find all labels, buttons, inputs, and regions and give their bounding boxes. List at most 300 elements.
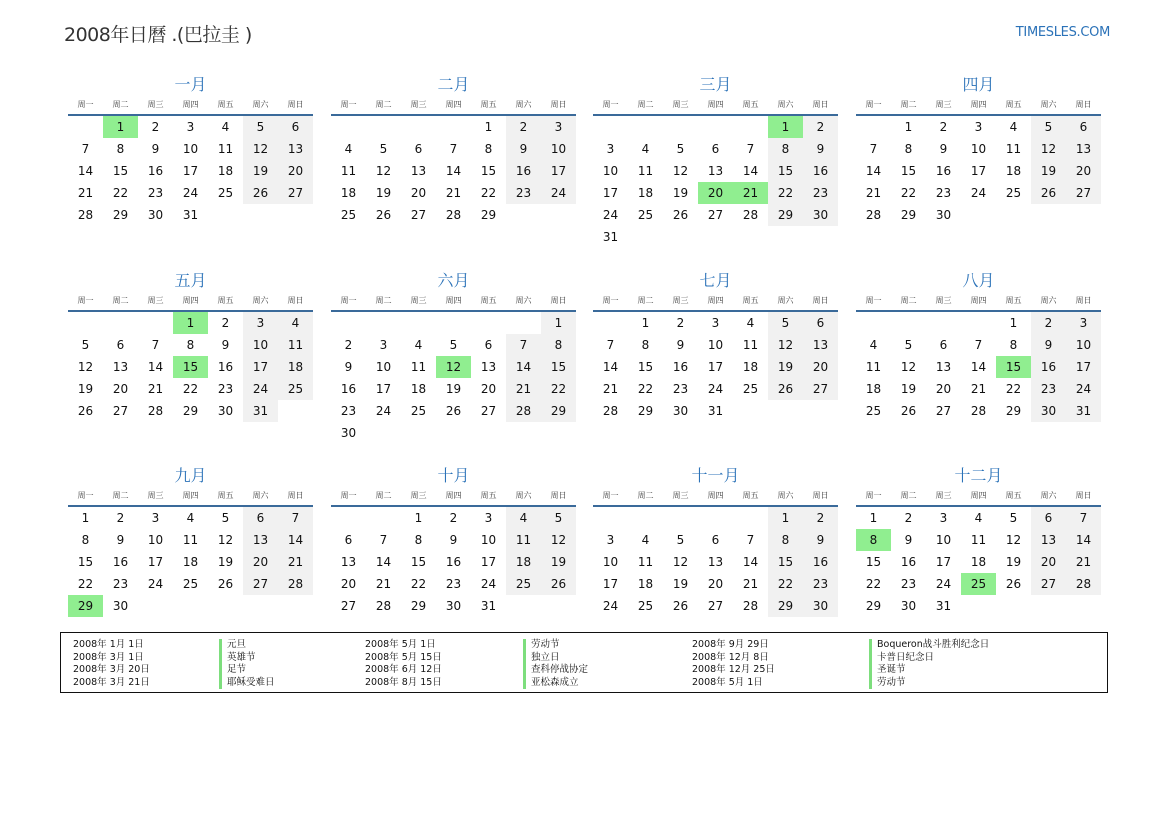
day-cell[interactable]: 22 [1005,382,1022,396]
day-cell[interactable]: 19 [77,382,94,396]
day-cell[interactable]: 3 [711,316,720,330]
day-cell[interactable]: 15 [900,164,917,178]
day-cell[interactable]: 10 [243,334,278,356]
day-cell[interactable]: 28 [1066,573,1101,595]
day-cell[interactable]: 2 [1031,312,1066,334]
day-cell[interactable]: 14 [865,164,882,178]
day-cell[interactable]: 19 [541,551,576,573]
day-cell[interactable]: 17 [970,164,987,178]
holiday-day-cell[interactable]: 25 [961,573,996,595]
day-cell[interactable]: 6 [484,338,493,352]
day-cell[interactable]: 25 [506,573,541,595]
day-cell[interactable]: 21 [77,186,94,200]
day-cell[interactable]: 23 [672,382,689,396]
day-cell[interactable]: 22 [900,186,917,200]
day-cell[interactable]: 10 [707,338,724,352]
day-cell[interactable]: 11 [742,338,759,352]
day-cell[interactable]: 11 [182,533,199,547]
day-cell[interactable]: 9 [676,338,685,352]
day-cell[interactable]: 17 [935,555,952,569]
day-cell[interactable]: 5 [676,142,685,156]
day-cell[interactable]: 4 [746,316,755,330]
day-cell[interactable]: 23 [340,404,357,418]
day-cell[interactable]: 18 [637,577,654,591]
day-cell[interactable]: 7 [746,533,755,547]
day-cell[interactable]: 26 [217,577,234,591]
day-cell[interactable]: 8 [768,138,803,160]
day-cell[interactable]: 18 [742,360,759,374]
day-cell[interactable]: 10 [147,533,164,547]
day-cell[interactable]: 23 [147,186,164,200]
day-cell[interactable]: 8 [81,533,90,547]
day-cell[interactable]: 29 [112,208,129,222]
day-cell[interactable]: 20 [480,382,497,396]
day-cell[interactable]: 3 [243,312,278,334]
day-cell[interactable]: 6 [711,533,720,547]
day-cell[interactable]: 23 [803,573,838,595]
day-cell[interactable]: 6 [1066,116,1101,138]
day-cell[interactable]: 18 [278,356,313,378]
day-cell[interactable]: 9 [1031,334,1066,356]
day-cell[interactable]: 31 [935,599,952,613]
day-cell[interactable]: 24 [243,378,278,400]
day-cell[interactable]: 5 [1009,511,1018,525]
day-cell[interactable]: 29 [768,204,803,226]
day-cell[interactable]: 13 [410,164,427,178]
day-cell[interactable]: 23 [900,577,917,591]
day-cell[interactable]: 11 [637,555,654,569]
day-cell[interactable]: 3 [939,511,948,525]
day-cell[interactable]: 30 [445,599,462,613]
day-cell[interactable]: 29 [410,599,427,613]
day-cell[interactable]: 3 [151,511,160,525]
day-cell[interactable]: 5 [676,533,685,547]
day-cell[interactable]: 7 [869,142,878,156]
day-cell[interactable]: 20 [707,577,724,591]
day-cell[interactable]: 30 [803,595,838,617]
day-cell[interactable]: 16 [1031,356,1066,378]
day-cell[interactable]: 21 [147,382,164,396]
day-cell[interactable]: 20 [340,577,357,591]
day-cell[interactable]: 19 [243,160,278,182]
day-cell[interactable]: 5 [904,338,913,352]
day-cell[interactable]: 2 [904,511,913,525]
day-cell[interactable]: 23 [935,186,952,200]
day-cell[interactable]: 27 [803,378,838,400]
day-cell[interactable]: 21 [865,186,882,200]
day-cell[interactable]: 18 [506,551,541,573]
day-cell[interactable]: 22 [182,382,199,396]
day-cell[interactable]: 7 [746,142,755,156]
day-cell[interactable]: 18 [340,186,357,200]
day-cell[interactable]: 28 [445,208,462,222]
day-cell[interactable]: 27 [480,404,497,418]
day-cell[interactable]: 28 [742,599,759,613]
day-cell[interactable]: 21 [375,577,392,591]
day-cell[interactable]: 25 [278,378,313,400]
day-cell[interactable]: 5 [243,116,278,138]
day-cell[interactable]: 3 [186,120,195,134]
day-cell[interactable]: 20 [112,382,129,396]
day-cell[interactable]: 12 [217,533,234,547]
day-cell[interactable]: 11 [970,533,987,547]
day-cell[interactable]: 2 [221,316,230,330]
day-cell[interactable]: 4 [221,120,230,134]
day-cell[interactable]: 1 [641,316,650,330]
day-cell[interactable]: 3 [379,338,388,352]
day-cell[interactable]: 9 [939,142,948,156]
day-cell[interactable]: 1 [904,120,913,134]
day-cell[interactable]: 17 [541,160,576,182]
day-cell[interactable]: 12 [1005,533,1022,547]
holiday-day-cell[interactable]: 12 [436,356,471,378]
holiday-day-cell[interactable]: 15 [996,356,1031,378]
day-cell[interactable]: 8 [116,142,125,156]
day-cell[interactable]: 22 [410,577,427,591]
day-cell[interactable]: 2 [151,120,160,134]
day-cell[interactable]: 22 [112,186,129,200]
day-cell[interactable]: 14 [970,360,987,374]
day-cell[interactable]: 29 [541,400,576,422]
day-cell[interactable]: 19 [900,382,917,396]
day-cell[interactable]: 16 [217,360,234,374]
day-cell[interactable]: 20 [1031,551,1066,573]
day-cell[interactable]: 30 [147,208,164,222]
day-cell[interactable]: 12 [1031,138,1066,160]
day-cell[interactable]: 19 [672,577,689,591]
day-cell[interactable]: 11 [278,334,313,356]
day-cell[interactable]: 14 [147,360,164,374]
day-cell[interactable]: 31 [182,208,199,222]
day-cell[interactable]: 18 [217,164,234,178]
day-cell[interactable]: 7 [81,142,90,156]
day-cell[interactable]: 8 [768,529,803,551]
day-cell[interactable]: 17 [602,186,619,200]
day-cell[interactable]: 25 [340,208,357,222]
day-cell[interactable]: 17 [707,360,724,374]
day-cell[interactable]: 16 [445,555,462,569]
day-cell[interactable]: 20 [243,551,278,573]
day-cell[interactable]: 21 [602,382,619,396]
day-cell[interactable]: 26 [375,208,392,222]
day-cell[interactable]: 27 [1031,573,1066,595]
day-cell[interactable]: 14 [602,360,619,374]
day-cell[interactable]: 5 [1031,116,1066,138]
day-cell[interactable]: 16 [147,164,164,178]
day-cell[interactable]: 30 [112,599,129,613]
day-cell[interactable]: 25 [637,208,654,222]
day-cell[interactable]: 19 [768,356,803,378]
day-cell[interactable]: 27 [278,182,313,204]
day-cell[interactable]: 1 [541,312,576,334]
day-cell[interactable]: 5 [221,511,230,525]
day-cell[interactable]: 16 [506,160,541,182]
day-cell[interactable]: 10 [935,533,952,547]
holiday-day-cell[interactable]: 1 [103,116,138,138]
day-cell[interactable]: 23 [803,182,838,204]
day-cell[interactable]: 23 [506,182,541,204]
day-cell[interactable]: 9 [506,138,541,160]
day-cell[interactable]: 12 [243,138,278,160]
day-cell[interactable]: 5 [449,338,458,352]
day-cell[interactable]: 3 [606,142,615,156]
day-cell[interactable]: 27 [935,404,952,418]
day-cell[interactable]: 13 [1066,138,1101,160]
day-cell[interactable]: 26 [541,573,576,595]
day-cell[interactable]: 2 [803,507,838,529]
day-cell[interactable]: 21 [1066,551,1101,573]
day-cell[interactable]: 13 [480,360,497,374]
day-cell[interactable]: 8 [414,533,423,547]
day-cell[interactable]: 14 [742,555,759,569]
day-cell[interactable]: 4 [1009,120,1018,134]
day-cell[interactable]: 9 [344,360,353,374]
day-cell[interactable]: 15 [768,551,803,573]
day-cell[interactable]: 10 [1066,334,1101,356]
day-cell[interactable]: 5 [379,142,388,156]
day-cell[interactable]: 22 [480,186,497,200]
day-cell[interactable]: 6 [344,533,353,547]
day-cell[interactable]: 11 [217,142,234,156]
day-cell[interactable]: 15 [112,164,129,178]
day-cell[interactable]: 4 [641,533,650,547]
day-cell[interactable]: 15 [541,356,576,378]
day-cell[interactable]: 4 [344,142,353,156]
day-cell[interactable]: 7 [449,142,458,156]
day-cell[interactable]: 30 [1031,400,1066,422]
day-cell[interactable]: 24 [375,404,392,418]
day-cell[interactable]: 24 [935,577,952,591]
day-cell[interactable]: 17 [480,555,497,569]
day-cell[interactable]: 14 [278,529,313,551]
day-cell[interactable]: 7 [278,507,313,529]
day-cell[interactable]: 26 [77,404,94,418]
day-cell[interactable]: 20 [935,382,952,396]
day-cell[interactable]: 3 [974,120,983,134]
day-cell[interactable]: 8 [904,142,913,156]
day-cell[interactable]: 28 [602,404,619,418]
day-cell[interactable]: 10 [480,533,497,547]
day-cell[interactable]: 15 [77,555,94,569]
day-cell[interactable]: 30 [340,426,357,440]
day-cell[interactable]: 29 [865,599,882,613]
day-cell[interactable]: 15 [865,555,882,569]
day-cell[interactable]: 27 [707,599,724,613]
day-cell[interactable]: 24 [1066,378,1101,400]
day-cell[interactable]: 6 [803,312,838,334]
day-cell[interactable]: 30 [900,599,917,613]
day-cell[interactable]: 12 [768,334,803,356]
day-cell[interactable]: 19 [375,186,392,200]
day-cell[interactable]: 21 [506,378,541,400]
day-cell[interactable]: 27 [112,404,129,418]
day-cell[interactable]: 24 [480,577,497,591]
day-cell[interactable]: 16 [803,551,838,573]
day-cell[interactable]: 18 [410,382,427,396]
day-cell[interactable]: 28 [742,208,759,222]
day-cell[interactable]: 13 [803,334,838,356]
day-cell[interactable]: 10 [182,142,199,156]
day-cell[interactable]: 30 [672,404,689,418]
day-cell[interactable]: 5 [768,312,803,334]
day-cell[interactable]: 26 [243,182,278,204]
day-cell[interactable]: 23 [217,382,234,396]
day-cell[interactable]: 16 [340,382,357,396]
day-cell[interactable]: 1 [414,511,423,525]
holiday-day-cell[interactable]: 1 [768,116,803,138]
day-cell[interactable]: 25 [742,382,759,396]
day-cell[interactable]: 19 [217,555,234,569]
day-cell[interactable]: 27 [707,208,724,222]
day-cell[interactable]: 24 [602,208,619,222]
day-cell[interactable]: 7 [506,334,541,356]
day-cell[interactable]: 31 [480,599,497,613]
day-cell[interactable]: 2 [116,511,125,525]
day-cell[interactable]: 28 [865,208,882,222]
day-cell[interactable]: 2 [939,120,948,134]
day-cell[interactable]: 25 [1005,186,1022,200]
day-cell[interactable]: 14 [445,164,462,178]
day-cell[interactable]: 9 [151,142,160,156]
day-cell[interactable]: 4 [506,507,541,529]
day-cell[interactable]: 29 [1005,404,1022,418]
day-cell[interactable]: 6 [278,116,313,138]
day-cell[interactable]: 11 [340,164,357,178]
day-cell[interactable]: 16 [112,555,129,569]
day-cell[interactable]: 6 [711,142,720,156]
day-cell[interactable]: 2 [803,116,838,138]
day-cell[interactable]: 29 [637,404,654,418]
day-cell[interactable]: 12 [900,360,917,374]
day-cell[interactable]: 24 [182,186,199,200]
day-cell[interactable]: 30 [935,208,952,222]
day-cell[interactable]: 4 [641,142,650,156]
day-cell[interactable]: 3 [541,116,576,138]
day-cell[interactable]: 11 [506,529,541,551]
day-cell[interactable]: 14 [375,555,392,569]
day-cell[interactable]: 21 [445,186,462,200]
day-cell[interactable]: 17 [602,577,619,591]
day-cell[interactable]: 12 [375,164,392,178]
day-cell[interactable]: 25 [865,404,882,418]
holiday-day-cell[interactable]: 21 [733,182,768,204]
day-cell[interactable]: 23 [1031,378,1066,400]
day-cell[interactable]: 15 [768,160,803,182]
day-cell[interactable]: 19 [1005,555,1022,569]
day-cell[interactable]: 2 [344,338,353,352]
day-cell[interactable]: 24 [602,599,619,613]
day-cell[interactable]: 30 [217,404,234,418]
day-cell[interactable]: 14 [506,356,541,378]
day-cell[interactable]: 9 [803,138,838,160]
day-cell[interactable]: 27 [410,208,427,222]
day-cell[interactable]: 4 [186,511,195,525]
day-cell[interactable]: 8 [641,338,650,352]
day-cell[interactable]: 21 [278,551,313,573]
day-cell[interactable]: 5 [541,507,576,529]
day-cell[interactable]: 12 [672,164,689,178]
day-cell[interactable]: 1 [1009,316,1018,330]
day-cell[interactable]: 16 [803,160,838,182]
day-cell[interactable]: 9 [116,533,125,547]
day-cell[interactable]: 30 [803,204,838,226]
day-cell[interactable]: 13 [278,138,313,160]
day-cell[interactable]: 7 [606,338,615,352]
day-cell[interactable]: 3 [1066,312,1101,334]
day-cell[interactable]: 6 [116,338,125,352]
day-cell[interactable]: 14 [77,164,94,178]
site-logo[interactable]: TIMESLES.COM [1015,25,1110,40]
day-cell[interactable]: 20 [410,186,427,200]
day-cell[interactable]: 10 [375,360,392,374]
day-cell[interactable]: 6 [939,338,948,352]
day-cell[interactable]: 12 [77,360,94,374]
day-cell[interactable]: 4 [414,338,423,352]
day-cell[interactable]: 11 [1005,142,1022,156]
day-cell[interactable]: 13 [707,164,724,178]
day-cell[interactable]: 15 [410,555,427,569]
holiday-day-cell[interactable]: 1 [173,312,208,334]
holiday-day-cell[interactable]: 8 [856,529,891,551]
day-cell[interactable]: 21 [970,382,987,396]
day-cell[interactable]: 13 [112,360,129,374]
day-cell[interactable]: 18 [637,186,654,200]
day-cell[interactable]: 11 [865,360,882,374]
day-cell[interactable]: 25 [410,404,427,418]
day-cell[interactable]: 29 [480,208,497,222]
day-cell[interactable]: 29 [182,404,199,418]
day-cell[interactable]: 17 [1066,356,1101,378]
day-cell[interactable]: 22 [768,182,803,204]
day-cell[interactable]: 26 [768,378,803,400]
day-cell[interactable]: 13 [1031,529,1066,551]
day-cell[interactable]: 13 [935,360,952,374]
day-cell[interactable]: 8 [484,142,493,156]
day-cell[interactable]: 31 [602,230,619,244]
day-cell[interactable]: 1 [81,511,90,525]
day-cell[interactable]: 13 [340,555,357,569]
day-cell[interactable]: 2 [676,316,685,330]
day-cell[interactable]: 18 [1005,164,1022,178]
day-cell[interactable]: 27 [243,573,278,595]
day-cell[interactable]: 8 [541,334,576,356]
day-cell[interactable]: 19 [445,382,462,396]
day-cell[interactable]: 13 [243,529,278,551]
day-cell[interactable]: 31 [707,404,724,418]
day-cell[interactable]: 26 [900,404,917,418]
day-cell[interactable]: 10 [602,555,619,569]
day-cell[interactable]: 1 [484,120,493,134]
day-cell[interactable]: 2 [506,116,541,138]
day-cell[interactable]: 24 [707,382,724,396]
day-cell[interactable]: 22 [77,577,94,591]
day-cell[interactable]: 3 [484,511,493,525]
day-cell[interactable]: 20 [803,356,838,378]
day-cell[interactable]: 19 [672,186,689,200]
day-cell[interactable]: 26 [672,208,689,222]
day-cell[interactable]: 17 [182,164,199,178]
day-cell[interactable]: 29 [900,208,917,222]
day-cell[interactable]: 17 [375,382,392,396]
day-cell[interactable]: 12 [541,529,576,551]
day-cell[interactable]: 11 [637,164,654,178]
day-cell[interactable]: 12 [672,555,689,569]
day-cell[interactable]: 26 [1005,577,1022,591]
day-cell[interactable]: 16 [900,555,917,569]
day-cell[interactable]: 27 [340,599,357,613]
holiday-day-cell[interactable]: 29 [68,595,103,617]
day-cell[interactable]: 6 [243,507,278,529]
